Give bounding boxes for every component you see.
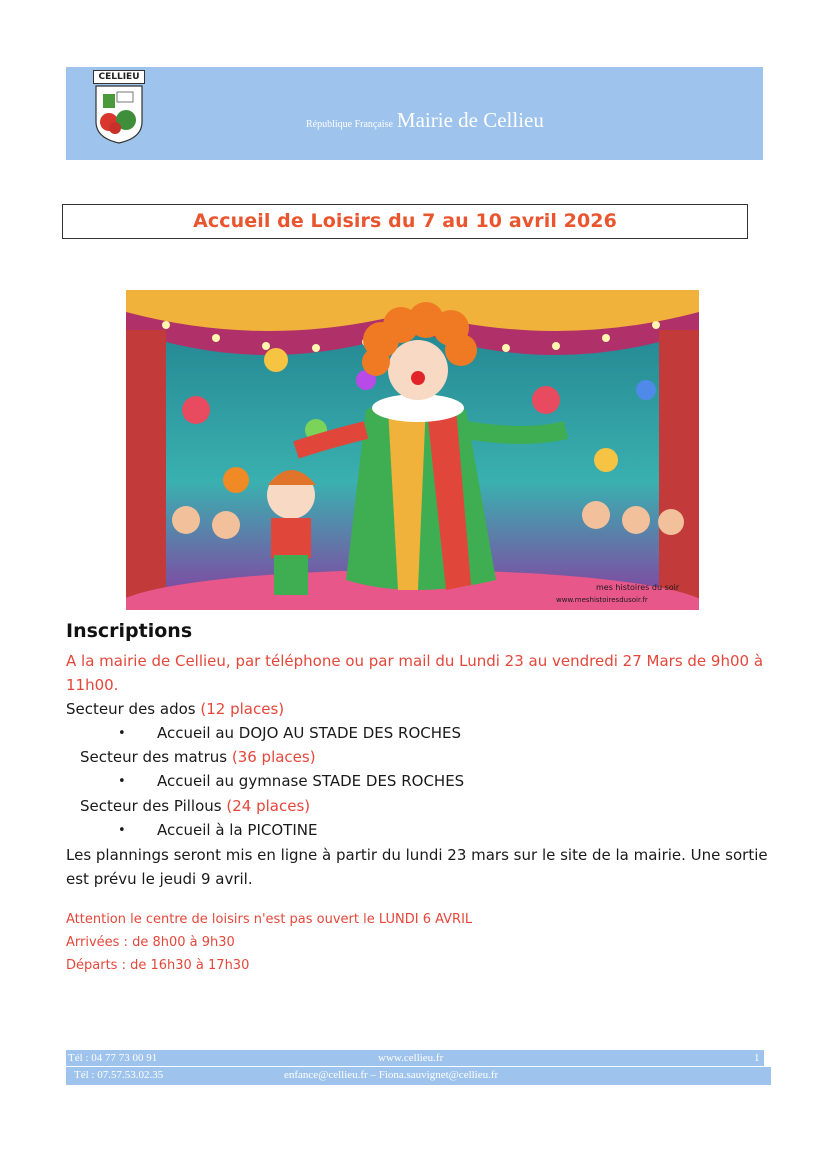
sector-pillous-location: Accueil à la PICOTINE xyxy=(157,821,318,839)
clown-poster-image xyxy=(126,290,699,610)
bullet-pillous: • xyxy=(118,823,126,838)
sector-ados xyxy=(66,699,284,719)
event-title: Accueil de Loisirs du 7 au 10 avril 2026 xyxy=(193,210,617,232)
footer-website[interactable]: www.cellieu.fr xyxy=(378,1052,444,1064)
sector-ados-places: (12 places) xyxy=(200,700,285,718)
footer-band-1 xyxy=(66,1050,764,1066)
footer-tel-1: Tél : 04 77 73 00 91 xyxy=(68,1052,158,1064)
sector-pillous-places: (24 places) xyxy=(226,797,311,815)
plannings-line-2: est prévu le jeudi 9 avril. xyxy=(66,870,253,888)
footer-tel-2: Tél : 07.57.53.02.35 xyxy=(74,1069,164,1081)
sector-ados-location: Accueil au DOJO AU STADE DES ROCHES xyxy=(157,724,462,742)
poster-url: www.meshistoiresdusoir.fr xyxy=(556,596,648,604)
town-logo xyxy=(93,70,145,144)
logo-label: CELLIEU xyxy=(93,70,145,84)
footer-band-2 xyxy=(66,1067,771,1085)
footer-page-number: 1 xyxy=(754,1052,760,1064)
sector-matrus-location: Accueil au gymnase STADE DES ROCHES xyxy=(157,772,465,790)
plannings-line-1: Les plannings seront mis en ligne à partir du lundi 23 mars sur le site de la mairie. Une sortie xyxy=(66,846,768,864)
header-title xyxy=(306,108,544,133)
coat-of-arms-icon xyxy=(93,70,145,144)
departures-hours: Départs : de 16h30 à 17h30 xyxy=(66,958,250,973)
inscriptions-heading: Inscriptions xyxy=(66,620,193,642)
event-title-box xyxy=(62,204,748,239)
header-subtitle: République Française xyxy=(306,119,393,130)
bullet-ados: • xyxy=(118,726,126,741)
footer-emails[interactable]: enfance@cellieu.fr – Fiona.sauvignet@cellieu.fr xyxy=(284,1069,499,1081)
sector-ados-name: Secteur des ados xyxy=(66,700,196,718)
intro-line-1: A la mairie de Cellieu, par téléphone ou par mail du Lundi 23 au vendredi 27 Mars de 9h00 à xyxy=(66,652,764,670)
sector-matrus xyxy=(80,747,316,767)
attention-notice: Attention le centre de loisirs n'est pas ouvert le LUNDI 6 AVRIL xyxy=(66,912,473,927)
bullet-matrus: • xyxy=(118,774,126,789)
poster-credit: mes histoires du soir xyxy=(596,583,680,592)
sector-pillous-name: Secteur des Pillous xyxy=(80,797,222,815)
header-mairie-title: Mairie de Cellieu xyxy=(396,108,544,132)
sector-matrus-places: (36 places) xyxy=(231,748,316,766)
intro-line-2: 11h00. xyxy=(66,676,119,694)
arrivals-hours: Arrivées : de 8h00 à 9h30 xyxy=(66,935,235,950)
sector-matrus-name: Secteur des matrus xyxy=(80,748,228,766)
sector-pillous xyxy=(80,796,310,816)
header-band xyxy=(66,67,763,160)
